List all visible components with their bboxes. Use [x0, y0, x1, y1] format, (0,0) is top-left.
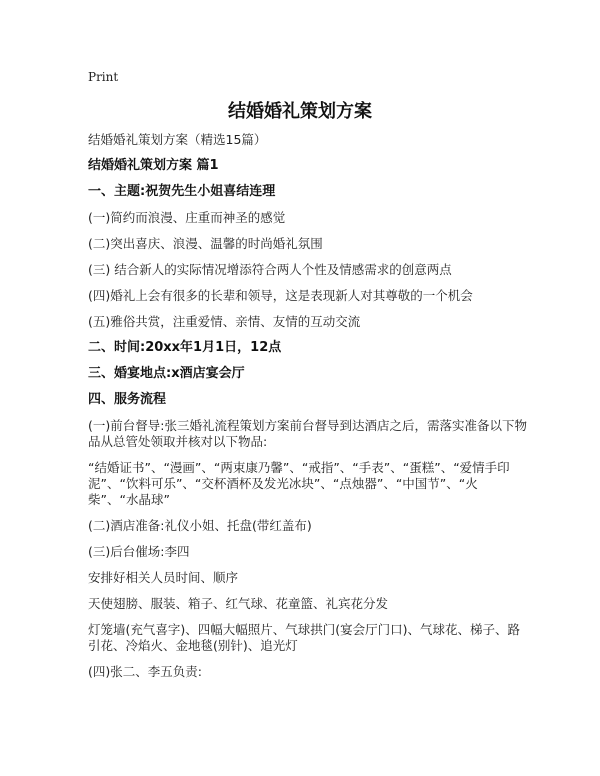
page-title: 结婚婚礼策划方案	[228, 101, 372, 122]
paragraph-line: 安排好相关人员时间、顺序	[88, 570, 239, 585]
paragraph-line: 灯笼墙(充气喜字)、四幅大幅照片、气球拱门(宴会厅门口)、气球花、梯子、路引花、冷焰火、金地毯(别针)、追光灯	[88, 622, 521, 653]
subtitle-line: 结婚婚礼策划方案（精选15篇）	[88, 132, 267, 147]
paragraph-line: (五)雅俗共赏，注重爱情、亲情、友情的互动交流	[88, 314, 361, 329]
paragraph-line: “结婚证书”、“漫画”、“两束康乃馨”、“戒指”、“手表”、“蛋糕”、“爱情手印泥”、“饮料可乐”、“交杯酒杯及发光冰块”、“点烛器”、“中国节”、“火柴”、“水晶球”	[88, 460, 510, 507]
section-heading: 结婚婚礼策划方案 篇1	[88, 158, 219, 173]
paragraph-line: (二)酒店准备:礼仪小姐、托盘(带红盖布)	[88, 518, 312, 533]
paragraph-line: (三) 结合新人的实际情况增添符合两人个性及情感需求的创意两点	[88, 262, 452, 277]
paragraph-line: (一)简约而浪漫、庄重而神圣的感觉	[88, 210, 286, 225]
section-heading: 二、时间:20xx年1月1日，12点	[88, 340, 282, 355]
paragraph-line: (二)突出喜庆、浪漫、温馨的时尚婚礼氛围	[88, 236, 323, 251]
print-label[interactable]: Print	[88, 70, 119, 84]
document-body	[88, 132, 528, 690]
paragraph-line: (一)前台督导:张三婚礼流程策划方案前台督导到达酒店之后，需落实准备以下物品从总管处领取并核对以下物品:	[88, 418, 527, 449]
section-heading: 四、服务流程	[88, 392, 167, 407]
section-heading: 一、主题:祝贺先生小姐喜结连理	[88, 184, 276, 199]
paragraph-line: (三)后台催场:李四	[88, 544, 190, 559]
paragraph-line: (四)婚礼上会有很多的长辈和领导，这是表现新人对其尊敬的一个机会	[88, 288, 473, 303]
paragraph-line: 天使翅膀、服装、箱子、红气球、花童篮、礼宾花分发	[88, 596, 389, 611]
section-heading: 三、婚宴地点:x酒店宴会厅	[88, 366, 245, 381]
paragraph-line: (四)张二、李五负责:	[88, 664, 202, 679]
